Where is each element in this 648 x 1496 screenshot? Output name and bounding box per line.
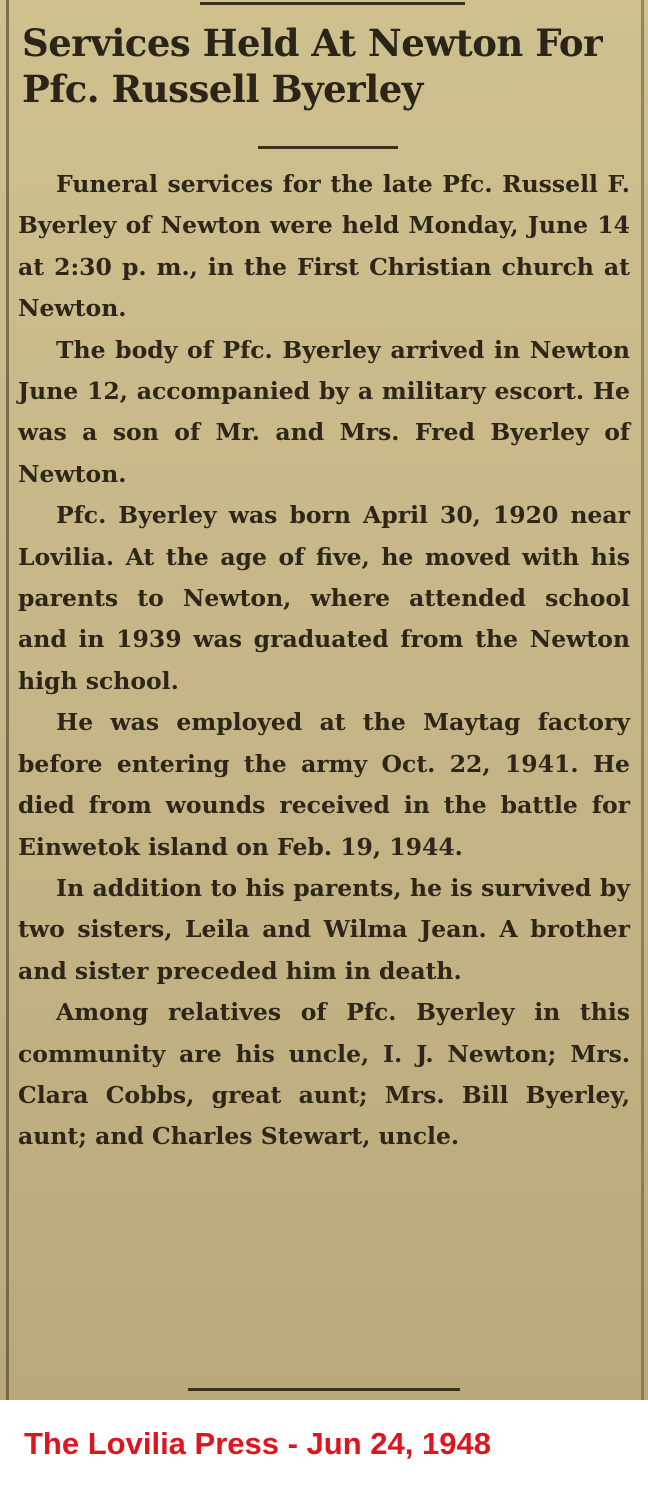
top-rule-divider [200,2,465,5]
clipping-right-edge [641,0,644,1400]
article-paragraph: Pfc. Byerley was born April 30, 1920 near Lovilia. At the age of five, he moved with his parents to Newton, where attended school and in 1939 was graduated from the Newton high school. [18,501,630,695]
article-paragraph: In addition to his parents, he is survived by two sisters, Leila and Wilma Jean. A brother and sister preceded him in death. [18,873,630,985]
article-paragraph: Among relatives of Pfc. Byerley in this community are his uncle, I. J. Newton; Mrs. Clara Cobbs, great aunt; Mrs. Bill Byerley, aunt; and Charles Stewart, uncle. [18,998,630,1151]
clipping-left-edge [6,0,9,1400]
article-paragraph: He was employed at the Maytag factory before entering the army Oct. 22, 1941. He died from wounds received in the battle for Einwetok island on Feb. 19, 1944. [18,708,630,861]
source-caption: The Lovilia Press - Jun 24, 1948 [24,1426,491,1461]
article-body [18,164,630,1158]
article-paragraph: The body of Pfc. Byerley arrived in Newton June 12, accompanied by a military escort. He was a son of Mr. and Mrs. Fred Byerley of Newton. [18,335,630,488]
headline-rule-divider [258,146,398,149]
article-headline: Services Held At Newton For Pfc. Russell Byerley [22,21,603,111]
bottom-rule-divider [188,1388,460,1391]
article-paragraph: Funeral services for the late Pfc. Russell F. Byerley of Newton were held Monday, June 14 at 2:30 p. m., in the First Christian church at Newton. [18,170,630,323]
